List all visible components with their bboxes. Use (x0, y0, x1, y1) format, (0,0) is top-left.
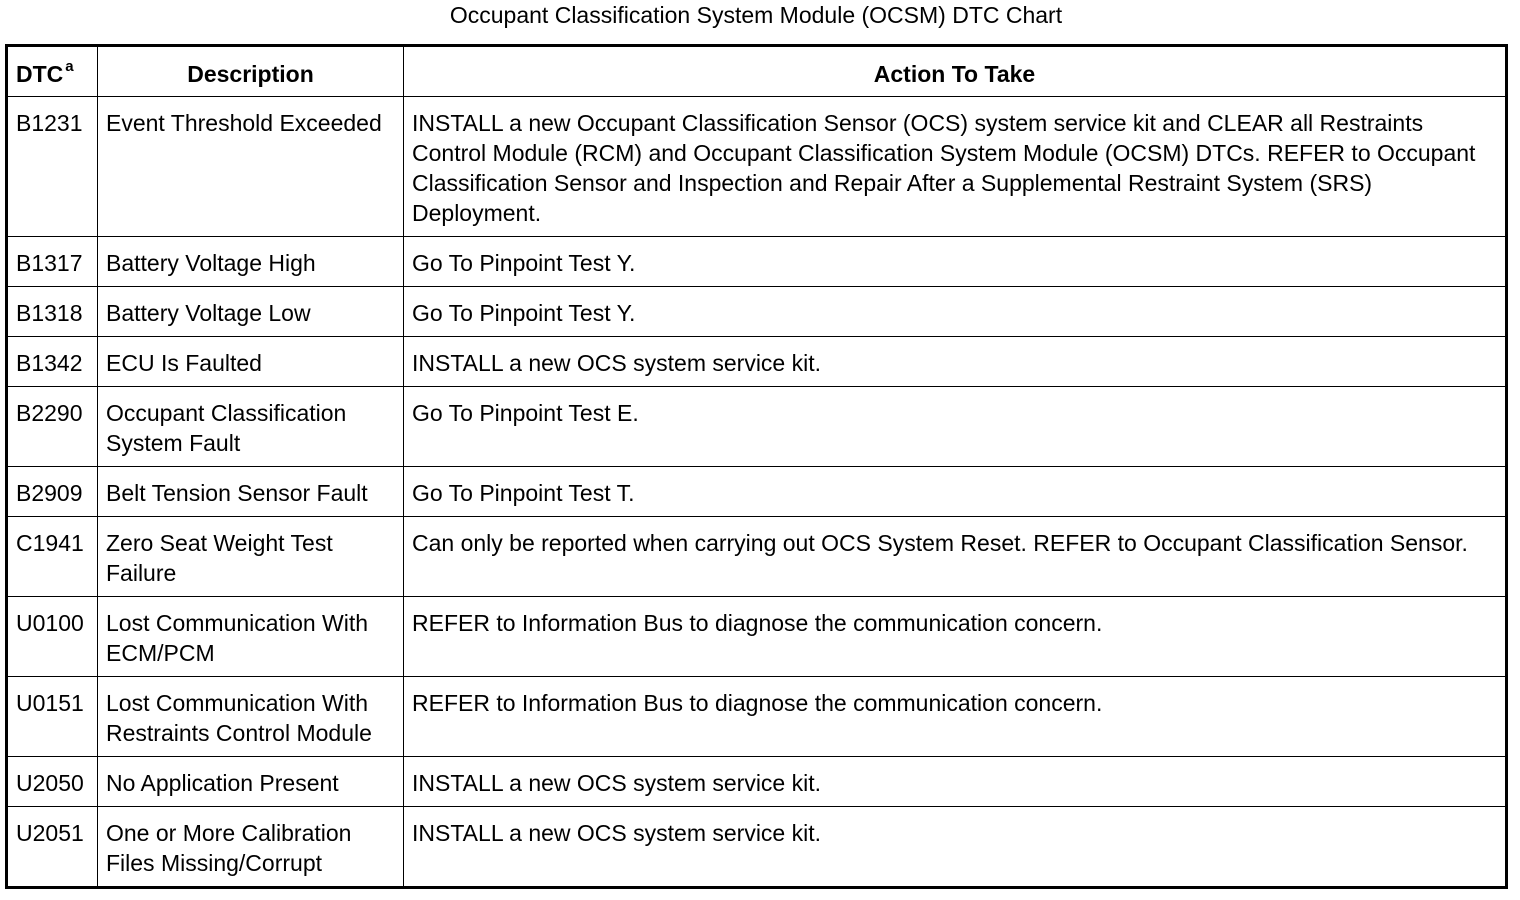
description-cell: Belt Tension Sensor Fault (98, 467, 404, 517)
action-cell: REFER to Information Bus to diagnose the communication concern. (404, 597, 1507, 677)
header-action: Action To Take (404, 46, 1507, 97)
action-cell: INSTALL a new OCS system service kit. (404, 757, 1507, 807)
header-dtc (7, 46, 98, 97)
action-cell: INSTALL a new Occupant Classification Sensor (OCS) system service kit and CLEAR all Restraints Control Module (RCM) and Occupant Classification System Module (OCSM) DTCs. REFER to Occupant Classification Sensor and Inspection and Repair After a Supplemental Restraint System (SRS) Deployment. (404, 97, 1507, 237)
dtc-code-cell: C1941 (7, 517, 98, 597)
dtc-code-cell: B1231 (7, 97, 98, 237)
description-cell: Lost Communication With ECM/PCM (98, 597, 404, 677)
description-cell: Zero Seat Weight Test Failure (98, 517, 404, 597)
dtc-code-cell: U0100 (7, 597, 98, 677)
table-row (7, 467, 1507, 517)
dtc-code-cell: U2050 (7, 757, 98, 807)
action-cell: Go To Pinpoint Test Y. (404, 237, 1507, 287)
dtc-code-cell: U0151 (7, 677, 98, 757)
table-row (7, 677, 1507, 757)
description-cell: No Application Present (98, 757, 404, 807)
table-caption: Occupant Classification System Module (OCSM) DTC Chart (449, 2, 1063, 28)
header-description: Description (98, 46, 404, 97)
table-row (7, 757, 1507, 807)
table-row (7, 97, 1507, 237)
table-row (7, 287, 1507, 337)
action-cell: Can only be reported when carrying out OCS System Reset. REFER to Occupant Classification Sensor. (404, 517, 1507, 597)
action-cell: Go To Pinpoint Test T. (404, 467, 1507, 517)
table-row (7, 597, 1507, 677)
table-row (7, 237, 1507, 287)
description-cell: Battery Voltage High (98, 237, 404, 287)
description-cell: Lost Communication With Restraints Control Module (98, 677, 404, 757)
action-cell: INSTALL a new OCS system service kit. (404, 337, 1507, 387)
table-row (7, 387, 1507, 467)
action-cell: Go To Pinpoint Test E. (404, 387, 1507, 467)
dtc-code-cell: B1342 (7, 337, 98, 387)
table-row (7, 337, 1507, 387)
description-cell: One or More Calibration Files Missing/Corrupt (98, 807, 404, 888)
footnote-marker: a (65, 57, 74, 75)
dtc-code-cell: U2051 (7, 807, 98, 888)
dtc-code-cell: B2290 (7, 387, 98, 467)
table-row (7, 517, 1507, 597)
action-cell: Go To Pinpoint Test Y. (404, 287, 1507, 337)
description-cell: ECU Is Faulted (98, 337, 404, 387)
action-cell: REFER to Information Bus to diagnose the communication concern. (404, 677, 1507, 757)
header-row (7, 46, 1507, 97)
dtc-code-cell: B2909 (7, 467, 98, 517)
description-cell: Occupant Classification System Fault (98, 387, 404, 467)
header-dtc-label: DTC (16, 60, 64, 87)
dtc-code-cell: B1317 (7, 237, 98, 287)
table-row (7, 807, 1507, 888)
dtc-table (5, 44, 1508, 889)
description-cell: Event Threshold Exceeded (98, 97, 404, 237)
dtc-code-cell: B1318 (7, 287, 98, 337)
description-cell: Battery Voltage Low (98, 287, 404, 337)
dtc-table-body (7, 97, 1507, 888)
action-cell: INSTALL a new OCS system service kit. (404, 807, 1507, 888)
